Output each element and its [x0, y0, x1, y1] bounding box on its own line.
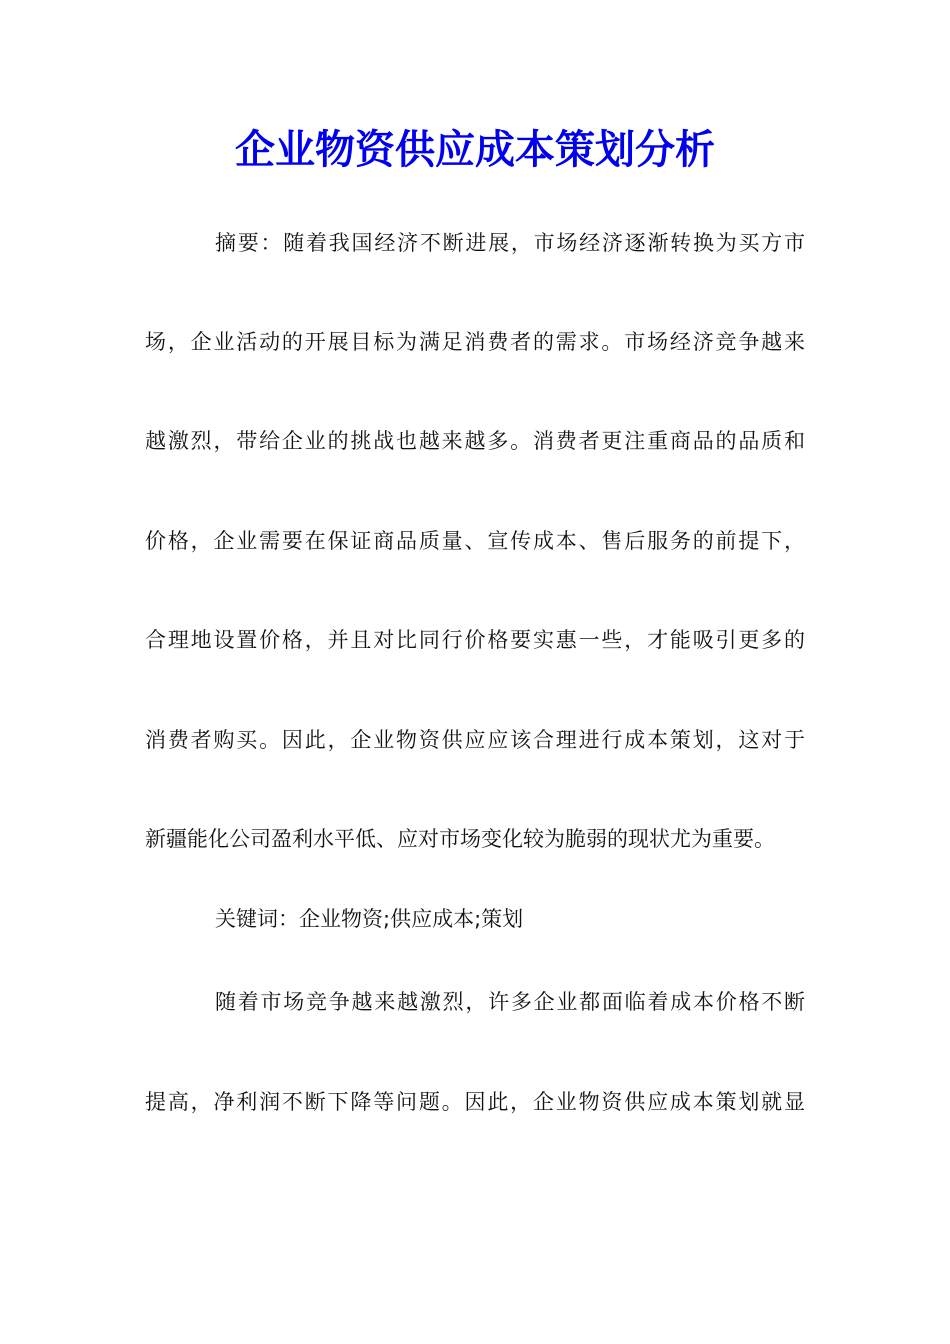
abstract-line: 摘要：随着我国经济不断进展，市场经济逐渐转换为买方市 — [215, 231, 805, 255]
body-line: 随着市场竞争越来越激烈，许多企业都面临着成本价格不断 — [215, 990, 805, 1014]
abstract-line: 价格，企业需要在保证商品质量、宣传成本、售后服务的前提下， — [145, 529, 805, 553]
keywords-line: 关键词：企业物资;供应成本;策划 — [215, 907, 524, 931]
document-title: 企业物资供应成本策划分析 — [235, 126, 715, 173]
abstract-line: 新疆能化公司盈利水平低、应对市场变化较为脆弱的现状尤为重要。 — [145, 827, 775, 851]
body-line: 提高，净利润不断下降等问题。因此，企业物资供应成本策划就显 — [145, 1090, 805, 1114]
abstract-line: 越激烈，带给企业的挑战也越来越多。消费者更注重商品的品质和 — [145, 429, 805, 453]
abstract-line: 合理地设置价格，并且对比同行价格要实惠一些，才能吸引更多的 — [145, 628, 805, 652]
abstract-line: 场，企业活动的开展目标为满足消费者的需求。市场经济竞争越来 — [145, 330, 805, 354]
abstract-line: 消费者购买。因此，企业物资供应应该合理进行成本策划，这对于 — [145, 728, 805, 752]
